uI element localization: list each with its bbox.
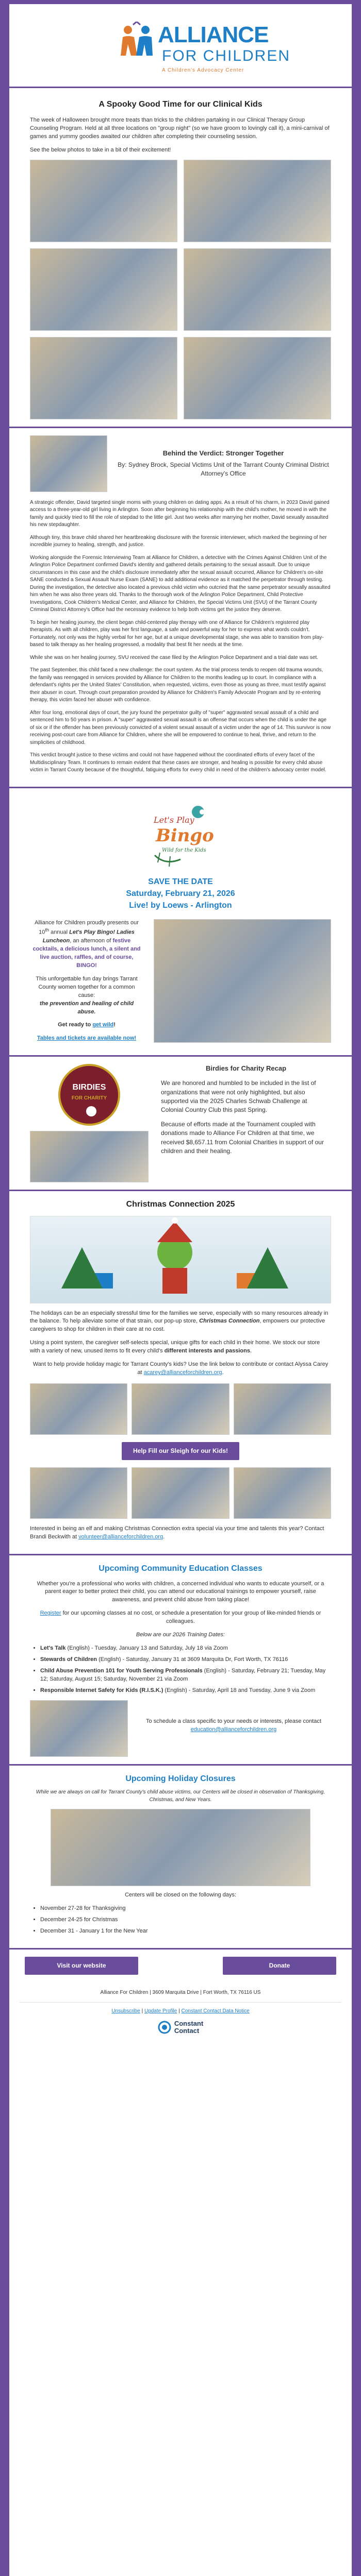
christmas-photos bbox=[30, 1467, 331, 1519]
brand-tagline: A Children's Advocacy Center bbox=[162, 67, 244, 73]
training-item bbox=[40, 1656, 331, 1664]
get-wild-link[interactable]: get wild bbox=[92, 1022, 114, 1028]
training-detail: (English) - Saturday, January 31 at 3609 Marquita Dr, Fort Worth, TX 76116 bbox=[97, 1656, 288, 1663]
closures-lead: Centers will be closed on the following days: bbox=[125, 1892, 236, 1899]
bingo-intro-text: , an afternoon of bbox=[70, 938, 113, 944]
acarey-email-link[interactable]: acarey@allianceforchildren.org bbox=[143, 1369, 222, 1376]
photo bbox=[154, 919, 331, 1043]
christmas-title: Christmas Connection 2025 bbox=[126, 1200, 235, 1209]
verdict-paragraph: Working alongside the Forensic Interviewing Team at Alliance for Children, a detective with the Crimes Against Children Unit of the Arlington Police Department confirmed David's identity and gathered details pertaining to the sexual assault. Due to unique circumstances in this case and the child's disclosure immediately after the sexual assault occurred, Alliance for Children's on-site SANE conducted a Sexual Assault Nurse Exam (SANE) to add additional evidence as it matched the perpetrator through testing. During the investigation, the detective also located a previous child victim who outcried that the same perpetrator sexually assaulted him when he was also three years old. Thanks to the thorough work of the Arlington Police Department, Child Protective Investigations, Cook Children's Medical Center, and Alliance for Children, the Special Victims Unit (SVU) of the Tarrant County Criminal District Attorney's Office had the necessary evidence to help both victims get the justice they deserve. bbox=[30, 554, 331, 613]
training-detail: (English) - Saturday, April 18 and Tuesday, June 9 via Zoom bbox=[163, 1687, 316, 1693]
photo bbox=[51, 1809, 310, 1886]
birdies-badge-bottom: FOR CHARITY bbox=[71, 1095, 107, 1101]
brand-name: ALLIANCE bbox=[158, 22, 269, 47]
unsubscribe-link[interactable]: Unsubscribe bbox=[111, 2008, 140, 2014]
photo bbox=[30, 1131, 149, 1182]
training-name: Let's Talk bbox=[40, 1645, 66, 1652]
ordinal-suffix: th bbox=[45, 927, 50, 933]
education-text: To schedule a class specific to your needs or interests, please contact bbox=[146, 1718, 321, 1724]
visit-website-button[interactable]: Visit our website bbox=[25, 1957, 138, 1975]
constant-contact-icon bbox=[158, 2021, 171, 2034]
photo bbox=[184, 248, 331, 331]
photo bbox=[30, 1467, 127, 1519]
fill-sleigh-button[interactable]: Help Fill our Sleigh for our Kids! bbox=[122, 1442, 239, 1460]
bingo-highlights: festive cocktails, a delicious lunch, a silent and live auction, raffles, and of course, BINGO! bbox=[32, 938, 141, 969]
education-paragraph bbox=[30, 1609, 331, 1626]
verdict-paragraph: After four long, emotional days of court, the jury found the perpetrator guilty of "super" aggravated sexual assault of a child and sentenced him to 50 years in prison. A "super" aggravated sexual assault is an offense that occurs when the child is under the age of six or if the offender has been previously convicted of a violent sexual assault of a victim under the age of 14. This survivor is now receiving post-court care from Alliance for Children, where she will be empowered to continue to heal, thrive, and return to the simplicities of childhood. bbox=[30, 709, 331, 745]
photo bbox=[132, 1383, 229, 1435]
bingo-date: Saturday, February 21, 2026 bbox=[126, 889, 235, 899]
volunteer-email-link[interactable]: volunteer@allianceforchildren.org bbox=[78, 1534, 163, 1540]
christmas-store-name: Christmas Connection bbox=[199, 1318, 260, 1325]
photo bbox=[30, 248, 177, 331]
christmas-text: Using a point system, the caregiver self-selects special, unique gifts for each child in their home. We stock our store with a variety of new, unused items to fit every child's bbox=[30, 1340, 320, 1354]
birdies-badge-top: BIRDIES bbox=[72, 1083, 106, 1092]
birdies-paragraph: Because of efforts made at the Tournament coupled with donations made to Alliance For Children at that time, we received $8,657.11 from Colonial Charities in support of our children and their healing. bbox=[161, 1120, 324, 1155]
clinical-title: A Spooky Good Time for our Clinical Kids bbox=[99, 100, 262, 109]
training-detail: (English) - Saturday, February 21; Tuesday, May 12; Saturday, August 15; Saturday, November 21 via Zoom bbox=[40, 1668, 326, 1682]
training-name: Stewards of Children bbox=[40, 1656, 97, 1663]
bingo-logo-top: Let's Play bbox=[154, 815, 194, 825]
photo bbox=[30, 1383, 127, 1435]
christmas-paragraph bbox=[30, 1361, 331, 1377]
bingo-p2 bbox=[30, 975, 143, 1016]
education-title: Upcoming Community Education Classes bbox=[99, 1564, 262, 1573]
email-container bbox=[9, 4, 352, 2576]
register-link[interactable]: Register bbox=[40, 1610, 61, 1617]
birdies-badge bbox=[58, 1064, 120, 1126]
bingo-logo[interactable] bbox=[144, 799, 217, 871]
bingo-logo-big: Bingo bbox=[156, 825, 214, 846]
verdict-paragraph: The past September, this child faced a new challenge: the court system. As the trial process tends to reopen old trauma wounds, the family was reengaged in services provided by Alliance for Children to the months leading up to court. In compliance with a defendant's rights per the United States' Constitution, when requested, victims, even those as young as three, must testify against their abuser in court. Through court preparation provided by Alliance for Children's Family Advocate Program and by re-entering therapy, this victim faced her abuser with confidence. bbox=[30, 667, 326, 703]
bingo-details bbox=[30, 919, 143, 1048]
education-paragraph: Whether you're a professional who works with children, a concerned individual who wants to educate yourself, or a parent eager to better protect their child, you can attend our educational trainings to empower yourself, raise awareness, and prevent child abuse from taking place! bbox=[37, 1580, 324, 1603]
closures-title: Upcoming Holiday Closures bbox=[125, 1774, 236, 1783]
constant-contact-logo[interactable] bbox=[20, 2020, 341, 2034]
verdict-paragraph: Although tiny, this brave child shared her heartbreaking disclosure with the forensic interviewer, which marked the beginning of her incredible journey to healing, strength, and justice. bbox=[30, 534, 327, 548]
training-dates-title: Below are our 2026 Training Dates: bbox=[136, 1632, 225, 1638]
closure-day: • December 24-25 for Christmas bbox=[40, 1916, 331, 1924]
bingo-save-date: SAVE THE DATE bbox=[148, 877, 213, 886]
birdies-paragraph: We are honored and humbled to be included in the list of organizations that were not only highlighted, but also supported via the 2025 Charles Schwab Challenge at Colonial Country Club this past Spring. bbox=[161, 1079, 316, 1114]
christmas-volunteer bbox=[30, 1525, 331, 1541]
photo bbox=[234, 1383, 331, 1435]
clinical-paragraph: The week of Halloween brought more treats than tricks to the children partaking in our Clinical Therapy Group Counseling Program. Held at all three locations on "group night" (so we have groom to lovingly call it), a mini-carnival of games and yummy goodies awaited our children after completing their counseling session. bbox=[30, 117, 330, 140]
footer bbox=[9, 1982, 352, 2041]
education-text: for our upcoming classes at no cost, or schedule a presentation for your group of like-minded friends or colleagues. bbox=[61, 1610, 321, 1625]
grinch-illustration-icon bbox=[30, 1216, 319, 1304]
photo bbox=[184, 160, 331, 242]
get-ready-text: Get ready to bbox=[58, 1022, 93, 1028]
training-name: Responsible Internet Safety for Kids (R.I.S.K.) bbox=[40, 1687, 163, 1693]
data-notice-link[interactable]: Constant Contact Data Notice bbox=[181, 2008, 250, 2014]
bingo-intro-text: Alliance for Children proudly presents our 10 bbox=[35, 919, 139, 936]
tables-tickets-link[interactable]: Tables and tickets are available now! bbox=[37, 1035, 137, 1042]
bingo-get-ready bbox=[30, 1021, 143, 1029]
bingo-intro bbox=[30, 919, 143, 970]
header-logo[interactable] bbox=[9, 4, 352, 87]
christmas-text: The holidays can be an especially stressful time for the families we serve, especially with so many resources already in the balance. To help alleviate some of that strain, our pop-up store, bbox=[30, 1310, 329, 1325]
bingo-cause: the prevention and healing of child abuse. bbox=[39, 1000, 134, 1015]
closures-section bbox=[9, 1766, 352, 1948]
bingo-section bbox=[9, 788, 352, 1055]
photo bbox=[234, 1467, 331, 1519]
donate-button[interactable]: Donate bbox=[223, 1957, 336, 1975]
christmas-text: Interested in being an elf and making Christmas Connection extra special via your time and talents this year? Contact Brandi Beckwith at bbox=[30, 1526, 324, 1540]
verdict-title: Behind the Verdict: Stronger Together bbox=[162, 449, 284, 457]
christmas-text: Want to help provide holiday magic for Tarrant County's kids? Use the link below to contribute or contact Alyssa Carey at bbox=[32, 1361, 329, 1376]
training-list bbox=[40, 1645, 331, 1695]
clinical-photo-grid bbox=[30, 160, 331, 419]
verdict-paragraph: To begin her healing journey, the client began child-centered play therapy with one of Alliance for Children's registered play therapists. As with all children, play was her first language, a safe and powerful way for her to express what words couldn't. Fortunately, not only was the highly verbal for her age, but at a unique developmental stage, she was able to transition from play-based to talk therapy as her healing progressed, a modality that best fit her needs at the time. bbox=[30, 619, 324, 648]
training-detail: (English) - Tuesday, January 13 and Saturday, July 18 via Zoom bbox=[65, 1645, 228, 1652]
christmas-section bbox=[9, 1191, 352, 1554]
verdict-paragraph: A strategic offender, David targeted single moms with young children on dating apps. As a result of his charm, in 2023 David gained access to a three-year-old girl living in Arlington. Soon after beginning his relationship with the child's mother, he moved in with the family and quickly tried to fill the role of stepdad to the little girl. Just two weeks after marrying her mother, David sexually assaulted his new stepdaughter. bbox=[30, 499, 330, 528]
bingo-p2-text: This unforgettable fun day brings Tarrant County women together for a common cause: bbox=[36, 975, 138, 998]
photo bbox=[30, 160, 177, 242]
footer-address: Alliance For Children | 3609 Marquita Drive | Fort Worth, TX 76116 US bbox=[100, 1990, 261, 1996]
closure-day: • December 31 - January 1 for the New Year bbox=[40, 1927, 331, 1936]
christmas-text: . bbox=[250, 1348, 252, 1354]
alliance-logo-icon bbox=[119, 22, 155, 58]
verdict-paragraph: While she was on her healing journey, SVU received the case filed by the Arlington Police Department and a trial date was set. bbox=[30, 654, 319, 660]
birdies-title: Birdies for Charity Recap bbox=[205, 1064, 287, 1073]
clinical-section bbox=[9, 88, 352, 427]
bingo-logo-script: Wild for the Kids bbox=[162, 847, 206, 853]
christmas-emphasis: different interests and passions bbox=[164, 1348, 250, 1354]
photo bbox=[30, 1700, 128, 1757]
education-section bbox=[9, 1555, 352, 1764]
birdies-section bbox=[9, 1057, 352, 1190]
education-contact bbox=[136, 1718, 331, 1734]
christmas-paragraph bbox=[30, 1339, 331, 1355]
photo bbox=[184, 337, 331, 419]
education-email-link[interactable]: education@allianceforchildren.org bbox=[190, 1726, 277, 1733]
training-item bbox=[40, 1645, 331, 1653]
christmas-text: . bbox=[222, 1369, 224, 1376]
bingo-event-name: Let's Play Bingo! Ladies Luncheon bbox=[42, 929, 135, 944]
update-profile-link[interactable]: Update Profile bbox=[144, 2008, 177, 2014]
training-name: Child Abuse Prevention 101 for Youth Serving Professionals bbox=[40, 1668, 203, 1674]
christmas-photos bbox=[30, 1383, 331, 1435]
training-item bbox=[40, 1687, 331, 1695]
photo bbox=[30, 435, 107, 492]
photo bbox=[132, 1467, 229, 1519]
brand-sub: FOR CHILDREN bbox=[162, 47, 291, 64]
christmas-text: , empowers our protective caregivers to shop for children in their care at no cost. bbox=[30, 1318, 325, 1333]
training-item bbox=[40, 1667, 331, 1684]
cc-line1: Constant bbox=[174, 2020, 204, 2028]
closures-intro: While we are always on call for Tarrant County's child abuse victims, our Centers will be closed in observation of Thanksgiving, Christmas, and New Years. bbox=[36, 1789, 325, 1803]
bingo-venue: Live! by Loews - Arlington bbox=[129, 901, 232, 910]
christmas-banner bbox=[30, 1216, 331, 1303]
footer-buttons bbox=[9, 1950, 352, 1982]
footer-links: Unsubscribe | Update Profile | Constant Contact Data Notice bbox=[111, 2008, 250, 2014]
christmas-text: . bbox=[163, 1534, 165, 1540]
get-ready-end: ! bbox=[113, 1022, 116, 1028]
photo bbox=[30, 337, 177, 419]
clinical-paragraph: See the below photos to take in a bit of their excitement! bbox=[30, 147, 171, 153]
closure-day: • November 27-28 for Thanksgiving bbox=[40, 1905, 331, 1913]
christmas-paragraph bbox=[30, 1310, 331, 1334]
verdict-byline: By: Sydney Brock, Special Victims Unit of the Tarrant County Criminal District Attorney's Office bbox=[118, 461, 329, 478]
verdict-paragraph: This verdict brought justice to these victims and could not have happened without the coordinated efforts of every facet of the Multidisciplinary Team. It continues to remain evident that these cases are stronger, and healing is possible for every child abuse victim in Tarrant County because of the thoughtful, fatiguing efforts for every child in need of the children's advocacy center model. bbox=[30, 752, 326, 773]
bingo-intro-text: annual bbox=[49, 929, 68, 936]
cc-line2: Contact bbox=[174, 2026, 200, 2035]
verdict-section bbox=[9, 428, 352, 787]
golf-ball-icon bbox=[85, 1105, 97, 1117]
closures-list bbox=[40, 1905, 331, 1936]
